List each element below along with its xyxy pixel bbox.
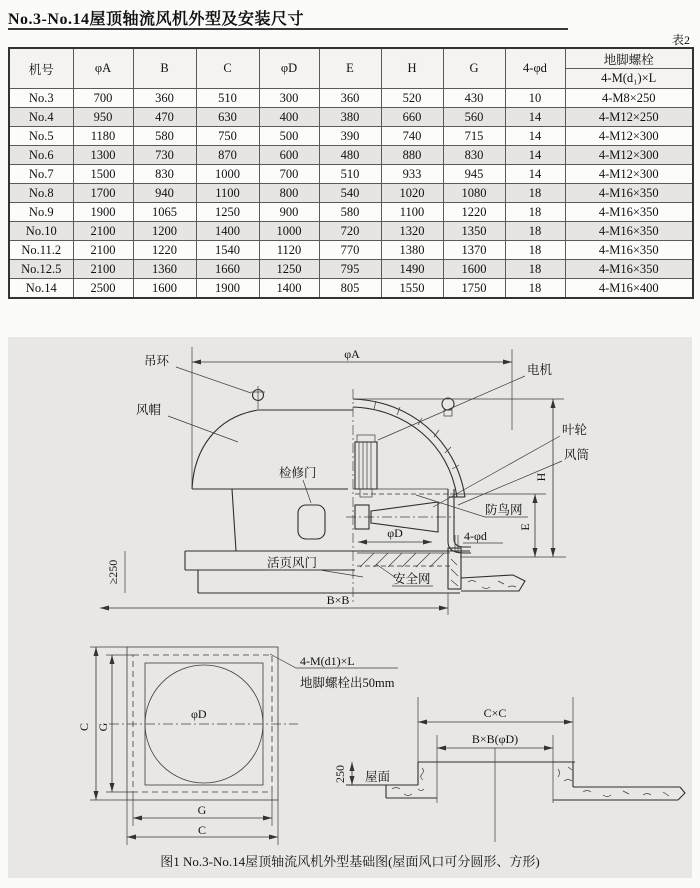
table-cell: 510 [319,165,381,184]
table-cell: 945 [443,165,505,184]
table-cell: No.4 [9,108,73,127]
header-G: G [443,48,505,89]
safety-net-label: 安全网 [393,572,431,586]
table-cell: 510 [196,89,259,108]
table-cell: 4-M16×350 [565,222,693,241]
table-cell: 400 [259,108,319,127]
plan-anchor-callout-2: 地脚螺栓出50mm [300,676,395,690]
fan-drawing [8,337,692,878]
table-cell: 1220 [133,241,196,260]
table-header [9,48,693,89]
table-cell: 700 [73,89,133,108]
table-cell: 1080 [443,184,505,203]
table-cell: 700 [259,165,319,184]
wind-cap-section [353,398,465,497]
table-cell: 14 [505,108,565,127]
plan-phiD-label: φD [191,707,207,721]
table-cell: 4-M12×300 [565,165,693,184]
table-row [9,241,693,260]
table-row [9,127,693,146]
table-row [9,146,693,165]
table-cell: 1000 [196,165,259,184]
table-cell: 1490 [381,260,443,279]
header-B: B [133,48,196,89]
plan-anchor-callout-1: 4-M(d1)×L [300,654,355,668]
table-cell: 2500 [73,279,133,299]
table-cell: 1900 [196,279,259,299]
table-cell: 1120 [259,241,319,260]
table-cell: 18 [505,279,565,299]
table-cell: 1000 [259,222,319,241]
table-cell: 1180 [73,127,133,146]
table-cell: 1350 [443,222,505,241]
table-cell: 660 [381,108,443,127]
table-cell: 880 [381,146,443,165]
table-cell: 830 [443,146,505,165]
table-cell: 1200 [133,222,196,241]
figure-caption: 图1 No.3-No.14屋顶轴流风机外型基础图(屋面风口可分圆形、方形) [160,854,540,869]
inspection-door [298,505,325,539]
table-cell: 1750 [443,279,505,299]
table-cell: 900 [259,203,319,222]
table-cell: 1500 [73,165,133,184]
table-row [9,260,693,279]
table-cell: 1700 [73,184,133,203]
table-cell: No.3 [9,89,73,108]
motor-symbol [355,435,377,497]
table-cell: 2100 [73,241,133,260]
table-cell: 830 [133,165,196,184]
foundation-section-view [333,697,685,842]
table-cell: 1380 [381,241,443,260]
table-cell: 1320 [381,222,443,241]
inspection-door-label: 检修门 [279,466,317,480]
header-4phid: 4-φd [505,48,565,89]
dim-phiD-label: φD [387,526,403,540]
table-cell: 750 [196,127,259,146]
table-cell: 430 [443,89,505,108]
table-cell: 770 [319,241,381,260]
table-cell: No.9 [9,203,73,222]
table-cell: 1600 [133,279,196,299]
table-cell: 470 [133,108,196,127]
dim-min250-label: ≥250 [106,559,120,585]
table-cell: 10 [505,89,565,108]
roof-label: 屋面 [365,770,391,784]
table-cell: 14 [505,165,565,184]
page-title: No.3-No.14屋顶轴流风机外型及安装尺寸 [8,11,304,28]
table-cell: 520 [381,89,443,108]
header-E: E [319,48,381,89]
table-cell: 1370 [443,241,505,260]
table-cell: 1250 [259,260,319,279]
table-cell: No.5 [9,127,73,146]
table-cell: 4-M16×400 [565,279,693,299]
table-body [9,89,693,299]
dim-H-label: H [534,472,548,482]
table-cell: 1065 [133,203,196,222]
table-cell: 480 [319,146,381,165]
section-250-label: 250 [333,765,347,783]
header-fan-number: 机号 [9,48,73,89]
table-cell: 560 [443,108,505,127]
table-cell: 580 [133,127,196,146]
motor-label: 电机 [527,363,553,377]
table-cell: 1400 [196,222,259,241]
table-cell: 795 [319,260,381,279]
table-cell: No.11.2 [9,241,73,260]
header-anchor-bolt-spec: 4-M(d₁)×L [565,69,693,89]
header-anchor-bolt: 地脚螺栓 [565,48,693,69]
table-cell: 715 [443,127,505,146]
header-H: H [381,48,443,89]
table-cell: 2100 [73,260,133,279]
table-cell: 940 [133,184,196,203]
table-cell: 1550 [381,279,443,299]
wind-cap-label: 风帽 [136,403,162,417]
table-row [9,165,693,184]
table-cell: 360 [319,89,381,108]
dimension-table [8,47,694,299]
table-cell: 4-M16×350 [565,184,693,203]
table-cell: 14 [505,127,565,146]
table-row [9,222,693,241]
table-cell: 1300 [73,146,133,165]
table-cell: 600 [259,146,319,165]
dim-phiA-label: φA [344,347,360,361]
table-cell: 500 [259,127,319,146]
table-cell: 1540 [196,241,259,260]
table-cell: 4-M16×350 [565,241,693,260]
header-phiD: φD [259,48,319,89]
table-cell: No.7 [9,165,73,184]
table-row [9,203,693,222]
table-cell: 14 [505,146,565,165]
table-cell: No.10 [9,222,73,241]
table-cell: 390 [319,127,381,146]
plan-view [77,647,398,845]
table-cell: 4-M12×250 [565,108,693,127]
plan-bolt-square [133,655,272,792]
header-C: C [196,48,259,89]
dim-4phid-label: 4-φd [464,529,487,543]
table-cell: 1100 [196,184,259,203]
table-cell: 950 [73,108,133,127]
wind-tube-label: 风筒 [564,448,590,462]
table-cell: 630 [196,108,259,127]
table-cell: 730 [133,146,196,165]
table-row [9,108,693,127]
table-cell: 1600 [443,260,505,279]
table-cell: 805 [319,279,381,299]
impeller-label: 叶轮 [562,423,588,437]
table-cell: 4-M12×300 [565,127,693,146]
title-underline [8,28,568,30]
table-cell: 1020 [381,184,443,203]
header-phiA: φA [73,48,133,89]
plan-G-bottom-label: G [197,803,207,817]
table-cell: 1900 [73,203,133,222]
table-cell: 18 [505,222,565,241]
table-cell: 4-M8×250 [565,89,693,108]
table-cell: 1660 [196,260,259,279]
wind-cap-outline [192,410,353,489]
dim-E-label: E [518,523,532,531]
table-cell: 1100 [381,203,443,222]
table-cell: 4-M16×350 [565,260,693,279]
table-row [9,89,693,108]
table-cell: 360 [133,89,196,108]
table-cell: No.12.5 [9,260,73,279]
table-cell: 380 [319,108,381,127]
section-CxC-label: C×C [483,706,507,720]
table-cell: 870 [196,146,259,165]
table-cell: No.6 [9,146,73,165]
table-cell: 1400 [259,279,319,299]
table-row [9,279,693,299]
table-cell: 720 [319,222,381,241]
lifting-ring-label: 吊环 [144,354,170,368]
plan-C-bottom-label: C [197,823,207,837]
table-number-tag: 表2 [671,33,690,47]
table-cell: 18 [505,203,565,222]
plan-C-left-label: C [77,722,91,732]
lifting-ring-symbol [251,386,265,409]
table-cell: 1220 [443,203,505,222]
table-cell: 933 [381,165,443,184]
table-row [9,184,693,203]
table-cell: 580 [319,203,381,222]
table-cell: 740 [381,127,443,146]
table-cell: 300 [259,89,319,108]
table-cell: 18 [505,184,565,203]
dim-BxB-label: B×B [326,593,350,607]
section-BxB-label: B×B(φD) [471,732,519,746]
drawing-panel [8,337,692,878]
table-cell: 1360 [133,260,196,279]
table-cell: 18 [505,260,565,279]
bird-net-label: 防鸟网 [485,503,523,517]
table-cell: No.14 [9,279,73,299]
plan-G-left-label: G [96,722,110,732]
table-cell: 4-M12×300 [565,146,693,165]
table-cell: 540 [319,184,381,203]
table-cell: 2100 [73,222,133,241]
plan-outer-square [127,647,278,800]
table-cell: 18 [505,241,565,260]
hinged-damper-label: 活页风门 [267,556,318,570]
table-cell: 800 [259,184,319,203]
main-section-view [100,347,589,615]
table-cell: No.8 [9,184,73,203]
table-cell: 4-M16×350 [565,203,693,222]
table-cell: 1250 [196,203,259,222]
